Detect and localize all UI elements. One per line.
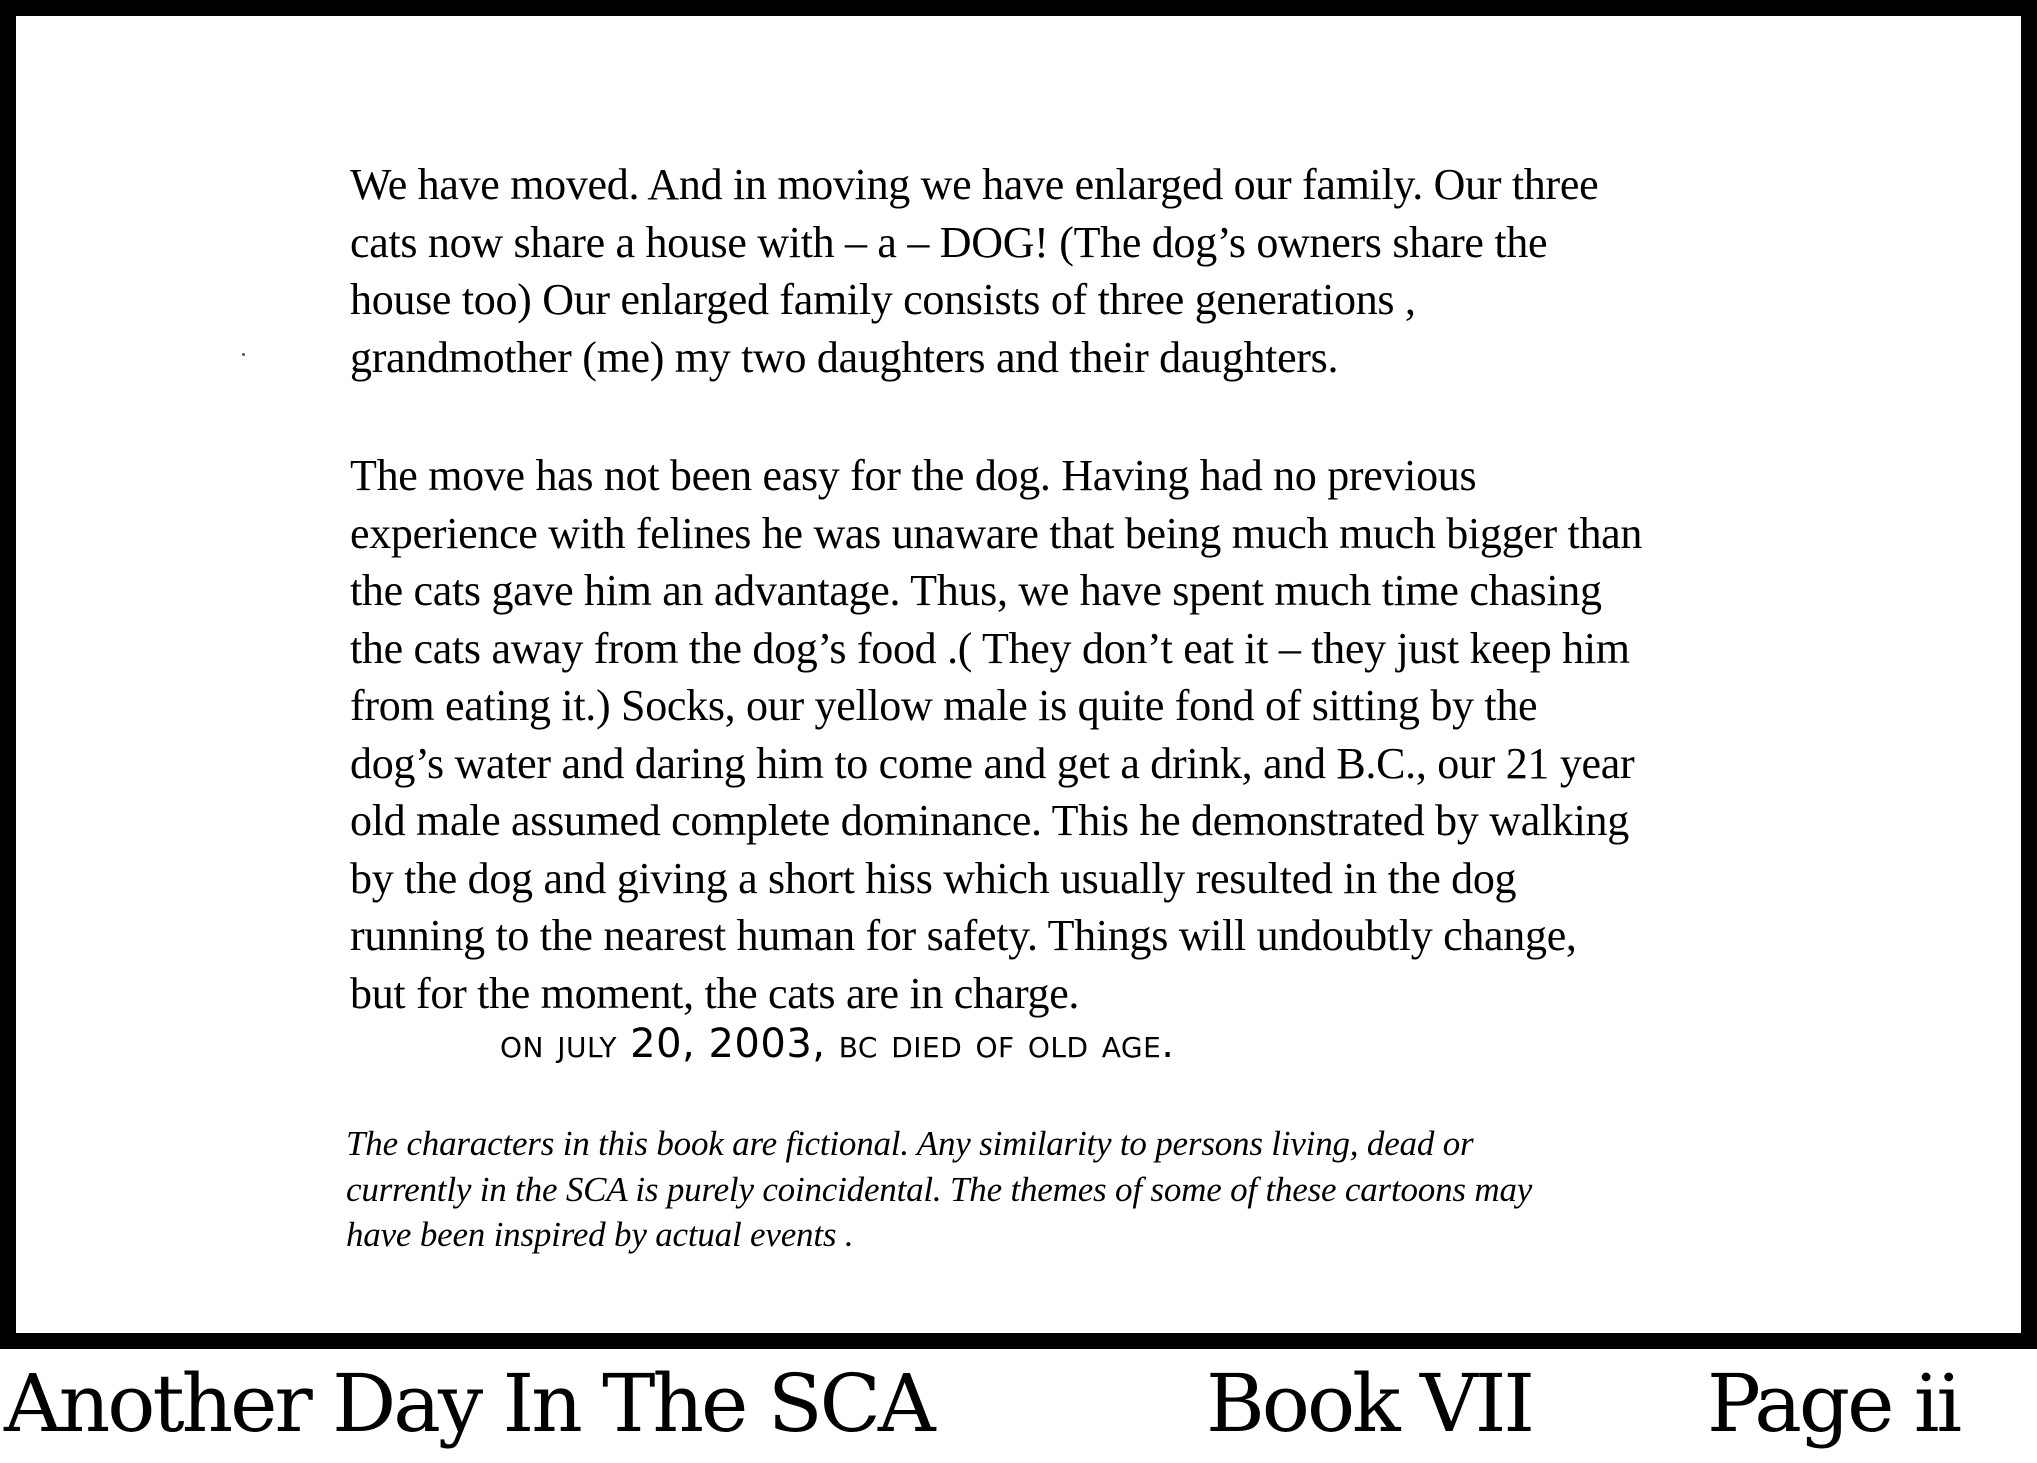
disclaimer-line: have been inspired by actual events . [346, 1215, 854, 1254]
text-line: grandmother (me) my two daughters and their daughters. [350, 332, 1339, 382]
disclaimer-line: The characters in this book are fictional. Any similarity to persons living, dead or [346, 1124, 1474, 1163]
memorial-note: on july 20, 2003, bc died of old age. [500, 1021, 1175, 1067]
text-line: We have moved. And in moving we have enlarged our family. Our three [350, 160, 1599, 209]
footer-page-number: Page ii [1707, 1357, 1960, 1450]
paragraph-dog [350, 447, 1642, 1022]
text-line: old male assumed complete dominance. This he demonstrated by walking [350, 796, 1629, 845]
text-line: dog’s water and daring him to come and get a drink, and B.C., our 21 year [350, 738, 1635, 788]
paragraph-moving [350, 156, 1598, 386]
text-line: house too) Our enlarged family consists of three generations , [350, 275, 1416, 324]
text-line: cats now share a house with – a – DOG! (The dog’s owners share the [350, 217, 1548, 267]
footer-book-number: Book VII [1206, 1357, 1532, 1450]
text-line: the cats away from the dog’s food .( They don’t eat it – they just keep him [350, 623, 1630, 673]
disclaimer-line: currently in the SCA is purely coincidental. The themes of some of these cartoons may [346, 1169, 1533, 1209]
text-line: by the dog and giving a short hiss which usually resulted in the dog [350, 853, 1517, 903]
footer-title: Another Day In The SCA [4, 1357, 933, 1450]
text-line: but for the moment, the cats are in charge. [350, 968, 1080, 1018]
text-line: The move has not been easy for the dog. Having had no previous [350, 451, 1477, 500]
disclaimer [346, 1121, 1532, 1258]
text-line: experience with felines he was unaware that being much much bigger than [350, 508, 1643, 558]
text-line: from eating it.) Socks, our yellow male is quite fond of sitting by the [350, 681, 1538, 730]
text-line: the cats gave him an advantage. Thus, we have spent much time chasing [350, 566, 1602, 615]
page-footer [0, 1352, 2037, 1463]
text-line: running to the nearest human for safety. Things will undoubtly change, [350, 911, 1577, 960]
scan-speck [242, 353, 245, 356]
